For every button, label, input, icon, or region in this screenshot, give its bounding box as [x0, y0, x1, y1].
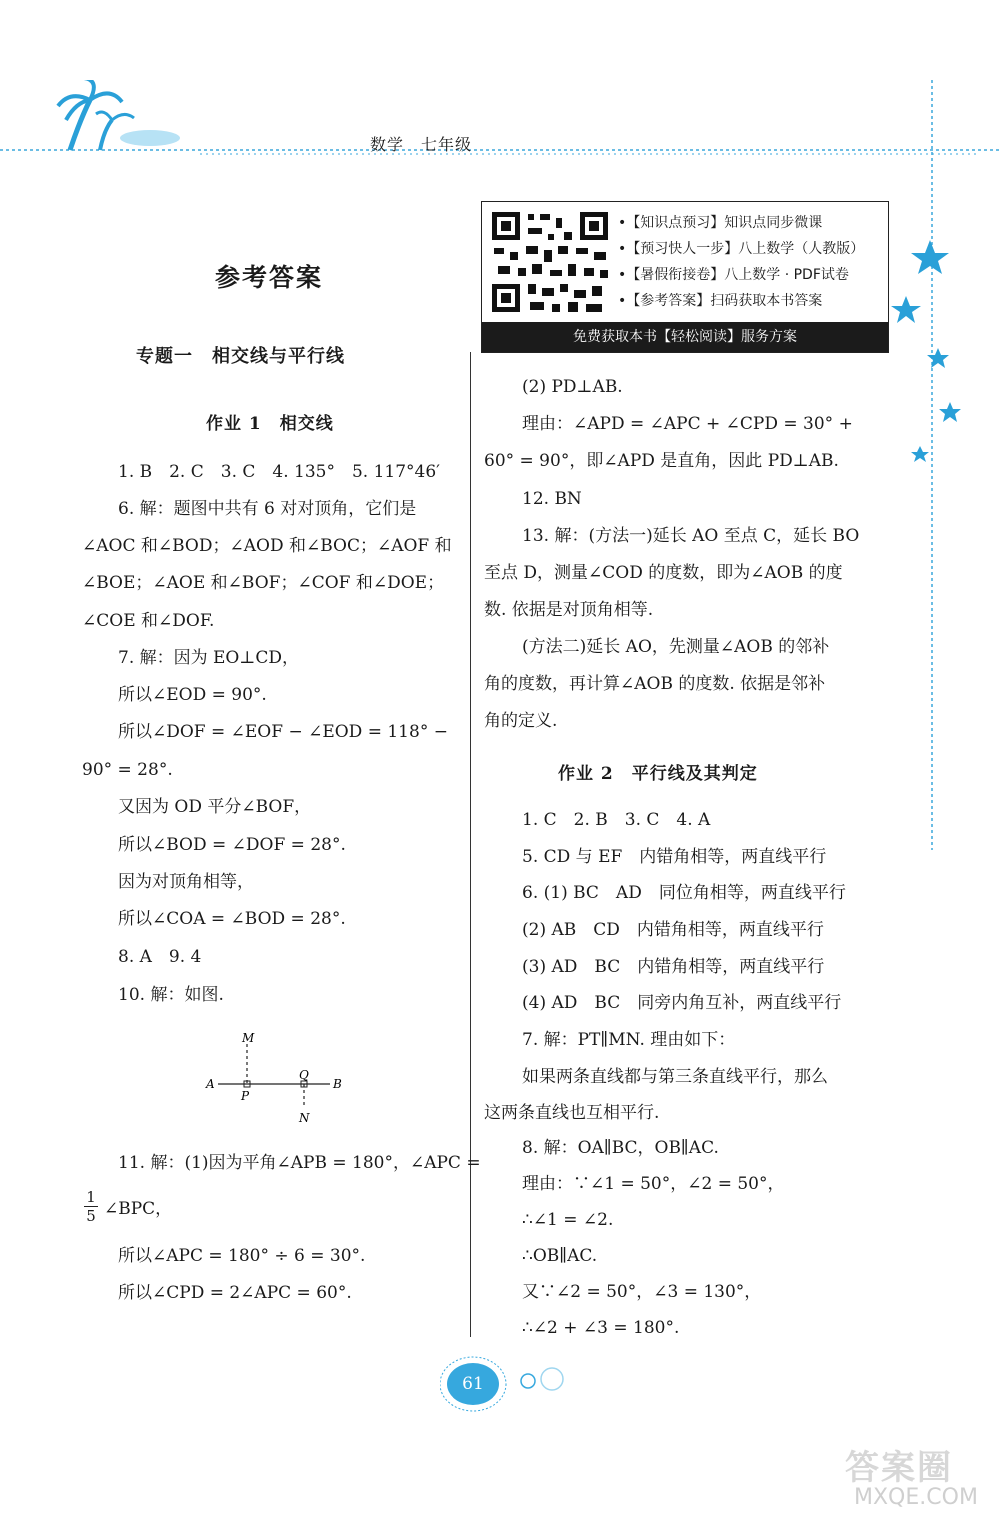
answer-line: (3) AD BC 内错角相等，两直线平行 — [522, 957, 825, 977]
figure-q10 — [200, 1028, 360, 1128]
answer-line: 8. A 9. 4 — [118, 947, 202, 967]
fraction-numerator: 1 — [84, 1188, 98, 1207]
answer-line: 7. 解：因为 EO⊥CD， — [118, 648, 299, 668]
answer-line: 这两条直线也互相平行. — [484, 1103, 660, 1123]
answer-line: 12. BN — [522, 489, 582, 509]
answer-line: 1. C 2. B 3. C 4. A — [522, 810, 711, 830]
palm-tree-icon — [58, 80, 180, 150]
answer-line: 理由：∠APD = ∠APC + ∠CPD = 30° + — [522, 414, 853, 434]
page-number-decoration — [440, 1355, 580, 1415]
answer-line: 如果两条直线都与第三条直线平行，那么 — [522, 1067, 828, 1087]
answer-line: ∴OB∥AC. — [522, 1246, 598, 1266]
answer-line: 6. (1) BC AD 同位角相等，两直线平行 — [522, 883, 846, 903]
star-icon — [927, 348, 949, 368]
answer-line: 1. B 2. C 3. C 4. 135° 5. 117°46′ — [118, 462, 441, 482]
answer-line: 所以∠COA = ∠BOD = 28°. — [118, 909, 346, 929]
promo-bar[interactable]: 免费获取本书【轻松阅读】服务方案 — [482, 322, 888, 352]
answer-line: ∴∠2 + ∠3 = 180°. — [522, 1318, 680, 1338]
figure-label-P: P — [241, 1089, 250, 1103]
side-decoration — [890, 70, 1000, 860]
answer-line: (2) PD⊥AB. — [522, 377, 623, 397]
answer-line: 60° = 90°，即∠APD 是直角，因此 PD⊥AB. — [484, 451, 839, 471]
answer-line: (4) AD BC 同旁内角互补，两直线平行 — [522, 993, 842, 1013]
answer-line: 90° = 28°. — [82, 760, 173, 780]
answer-line: 所以∠DOF = ∠EOF − ∠EOD = 118° − — [118, 722, 448, 742]
answer-line: 5. CD 与 EF 内错角相等，两直线平行 — [522, 847, 827, 867]
promo-item: •【知识点预习】知识点同步微课 — [618, 215, 823, 231]
figure-label-M: M — [242, 1031, 255, 1045]
homework-title: 作业 1 相交线 — [206, 414, 334, 434]
watermark-logo: 答案圈 — [845, 1448, 953, 1488]
figure-label-N: N — [299, 1111, 310, 1125]
fraction — [84, 1188, 98, 1225]
answer-line: 10. 解：如图. — [118, 985, 224, 1005]
answer-line: 角的度数，再计算∠AOB 的度数. 依据是邻补 — [484, 674, 826, 694]
header-title: 数学 七年级 — [370, 135, 473, 154]
answer-line: 13. 解：(方法一)延长 AO 至点 C，延长 BO — [522, 526, 860, 546]
answer-line: 8. 解：OA∥BC，OB∥AC. — [522, 1138, 719, 1158]
figure-label-B: B — [333, 1077, 342, 1091]
answer-line: 11. 解：(1)因为平角∠APB = 180°，∠APC = — [118, 1153, 481, 1173]
star-icon — [911, 446, 929, 462]
answer-line: 理由：∵∠1 = 50°，∠2 = 50°， — [522, 1174, 785, 1194]
answer-line: (方法二)延长 AO，先测量∠AOB 的邻补 — [522, 637, 830, 657]
answer-line: 6. 解：题图中共有 6 对对顶角，它们是 — [118, 499, 417, 519]
promo-box — [481, 201, 889, 353]
watermark-url: MXQE.COM — [854, 1485, 978, 1510]
promo-item: •【预习快人一步】八上数学（人教版） — [618, 241, 865, 257]
star-icon — [911, 240, 949, 274]
column-divider — [470, 352, 471, 1337]
answer-line: 所以∠APC = 180° ÷ 6 = 30°. — [118, 1246, 366, 1266]
answer-line: 所以∠CPD = 2∠APC = 60°. — [118, 1283, 352, 1303]
answer-line: 所以∠EOD = 90°. — [118, 685, 267, 705]
answer-line: ∴∠1 = ∠2. — [522, 1210, 614, 1230]
answer-line: 7. 解：PT∥MN. 理由如下： — [522, 1030, 736, 1050]
promo-item: •【暑假衔接卷】八上数学 · PDF试卷 — [618, 267, 849, 283]
answer-line: 至点 D，测量∠COD 的度数，即为∠AOB 的度 — [484, 563, 843, 583]
promo-item: •【参考答案】扫码获取本书答案 — [618, 293, 823, 309]
header-decoration — [0, 80, 1000, 170]
fraction-denominator: 5 — [86, 1207, 96, 1225]
star-icon — [891, 296, 921, 323]
main-title: 参考答案 — [215, 263, 324, 292]
answer-line: ∠COE 和∠DOF. — [82, 611, 215, 631]
answer-line: 又∵∠2 = 50°，∠3 = 130°， — [522, 1282, 762, 1302]
figure-label-A: A — [206, 1077, 215, 1091]
section-title: 专题一 相交线与平行线 — [136, 346, 345, 367]
answer-line: 又因为 OD 平分∠BOF， — [118, 797, 312, 817]
page-number: 61 — [447, 1363, 499, 1405]
answer-line: (2) AB CD 内错角相等，两直线平行 — [522, 920, 824, 940]
homework-title: 作业 2 平行线及其判定 — [558, 764, 758, 784]
answer-line: ∠BOE；∠AOE 和∠BOF；∠COF 和∠DOE； — [82, 573, 445, 593]
figure-label-Q: Q — [299, 1068, 309, 1082]
qr-code-icon[interactable] — [488, 208, 612, 316]
answer-line: 数. 依据是对顶角相等. — [484, 600, 654, 620]
star-icon — [939, 402, 961, 422]
answer-line: 所以∠BOD = ∠DOF = 28°. — [118, 835, 346, 855]
answer-line: 因为对顶角相等， — [118, 872, 254, 892]
answer-line: ∠BPC， — [104, 1199, 173, 1219]
answer-line: ∠AOC 和∠BOD；∠AOD 和∠BOC；∠AOF 和 — [82, 536, 452, 556]
answer-line: 角的定义. — [484, 711, 558, 731]
